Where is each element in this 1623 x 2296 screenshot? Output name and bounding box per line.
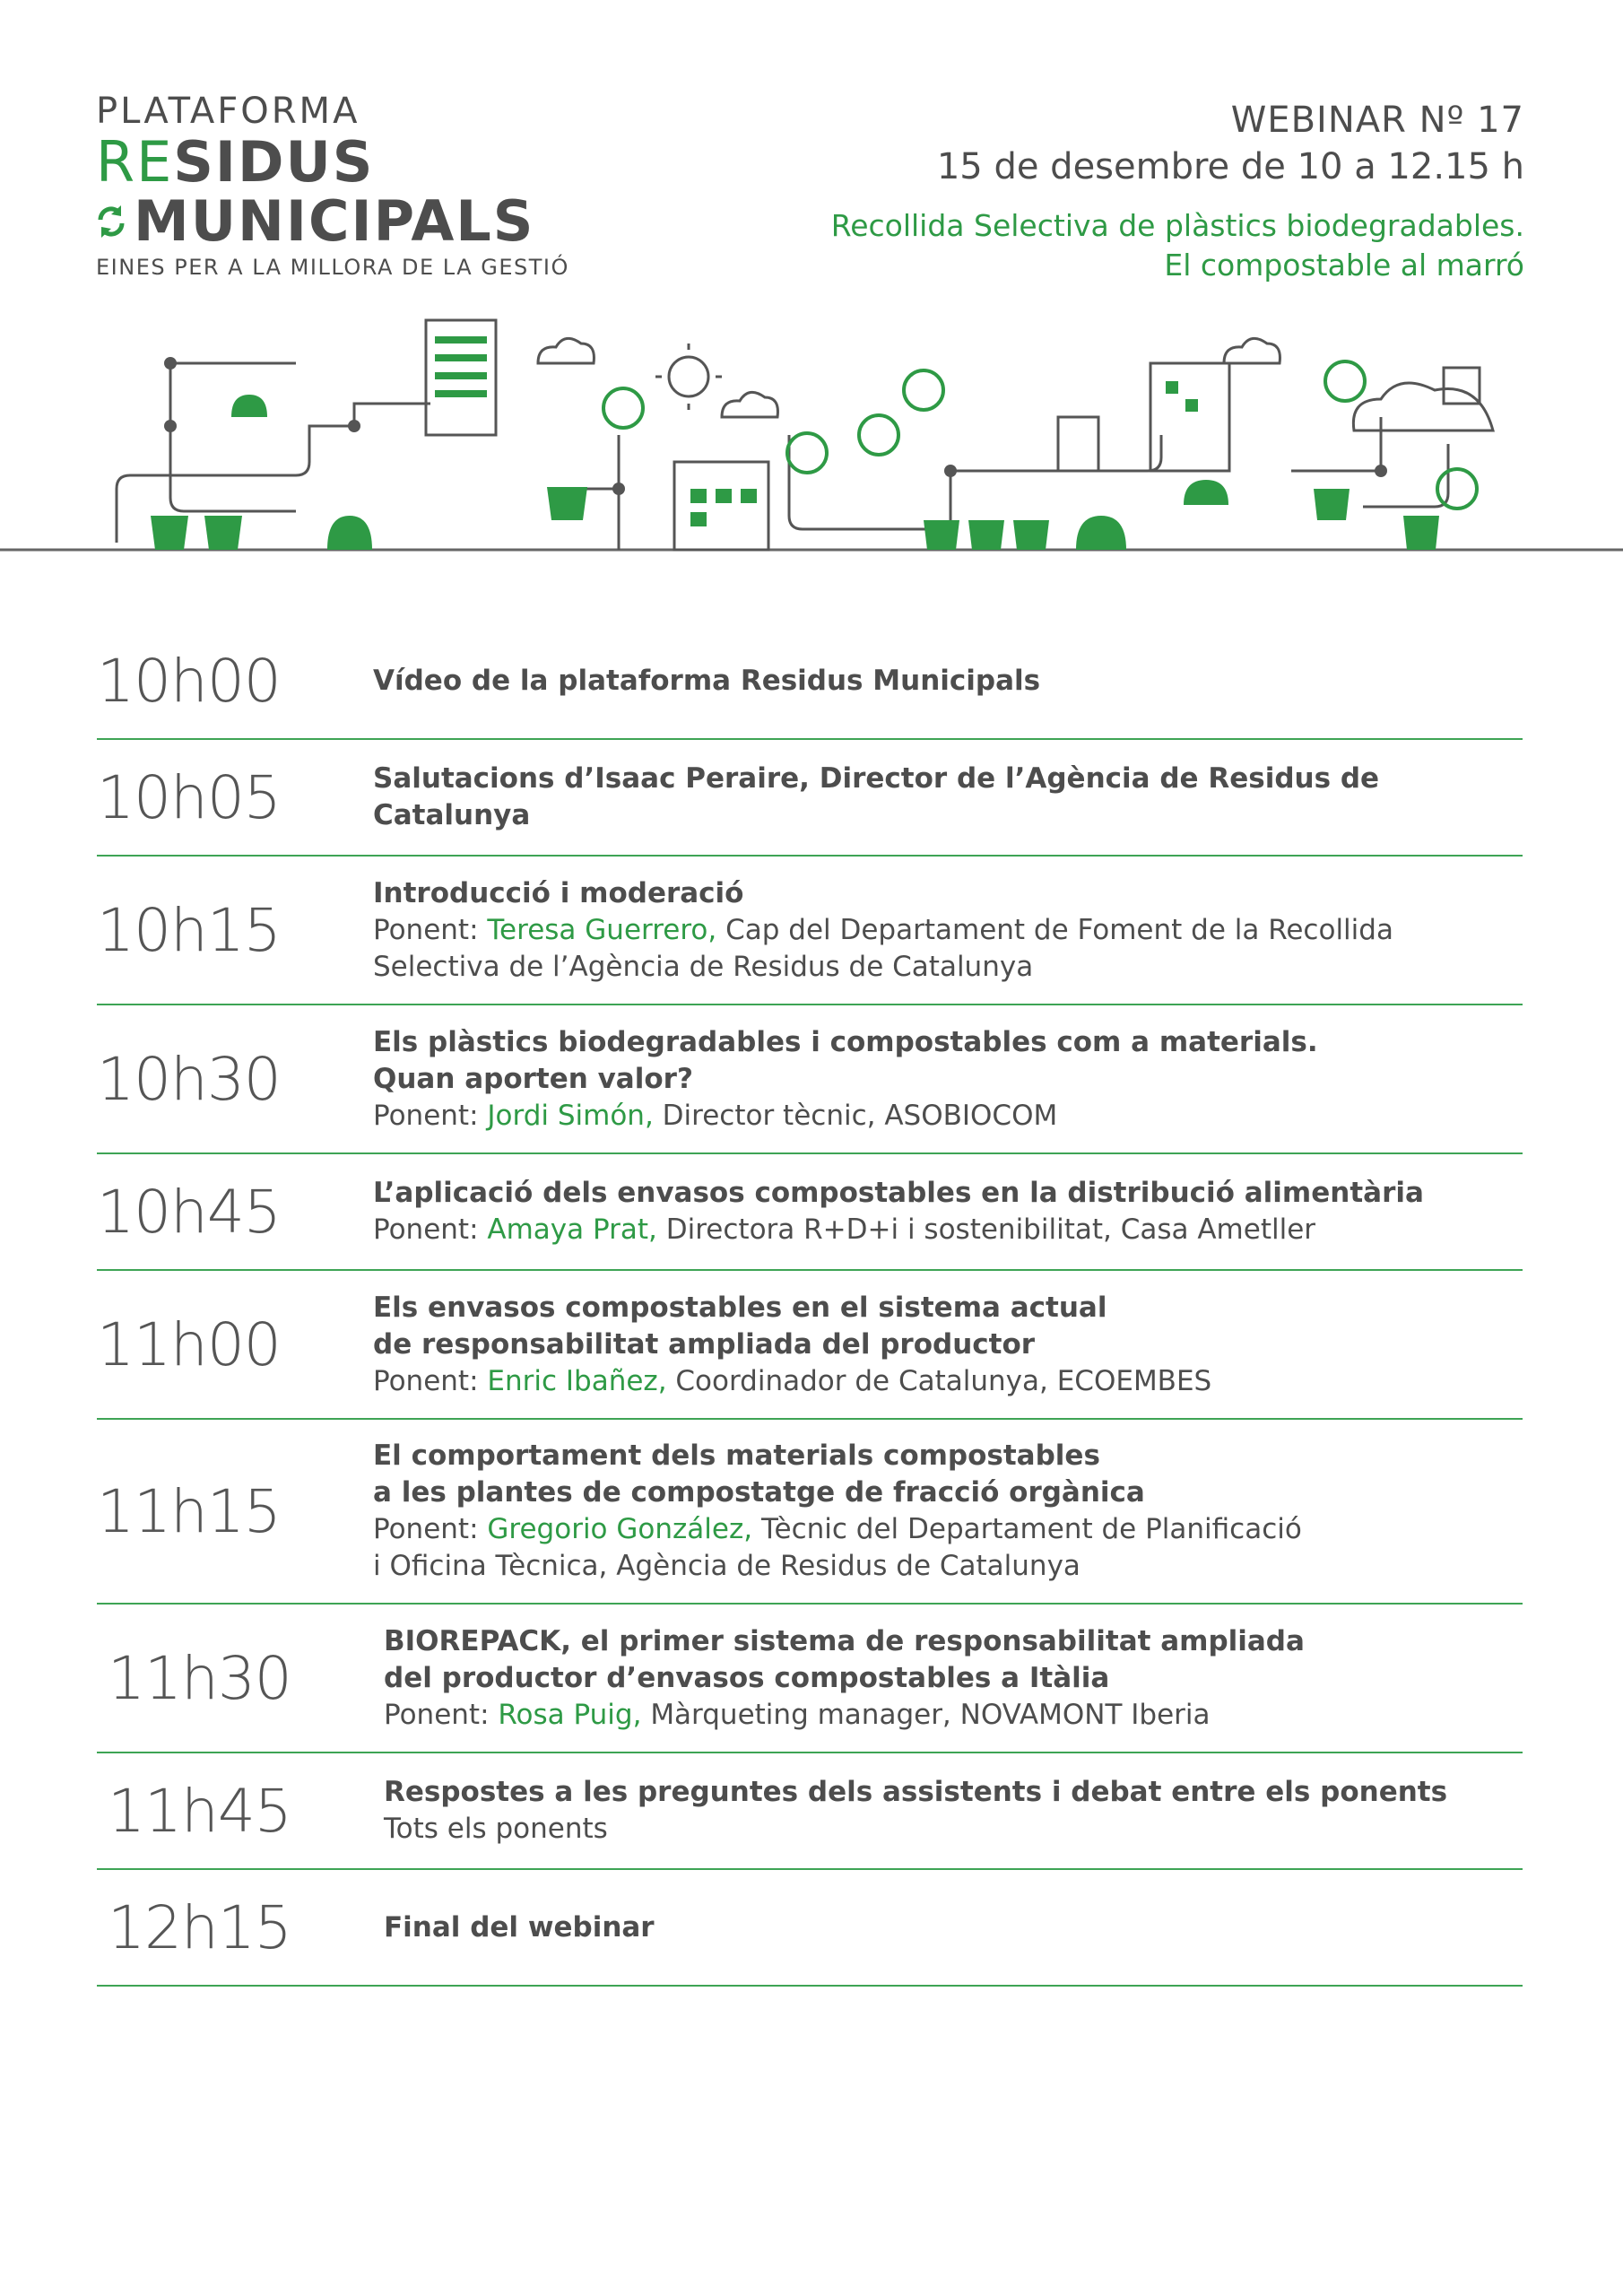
speaker-label: Ponent: [373,1213,479,1246]
webinar-topic-line1: Recollida Selectiva de plàstics biodegradables. [830,208,1524,243]
speaker-role: Directora R+D+i i sostenibilitat, Casa Ametller [665,1213,1316,1246]
agenda-row [97,1753,1523,1870]
agenda-row [97,1605,1523,1753]
logo-line-residus [96,129,598,195]
speaker-role: Director tècnic, ASOBIOCOM [662,1099,1058,1132]
agenda-title: L’aplicació dels envasos compostables en la distribució alimentària [373,1177,1424,1209]
agenda-speaker [373,1212,1523,1248]
agenda-title-continued: Quan aporten valor? [373,1062,693,1095]
agenda-content [373,761,1523,834]
agenda-title: Vídeo de la plataforma Residus Municipals [373,664,1041,697]
agenda-note: Tots els ponents [384,1813,608,1845]
speaker-role: Cap del Departament de Foment de la Recollida [725,913,1393,946]
agenda-row [97,857,1523,1005]
webinar-date: 15 de desembre de 10 a 12.15 h [936,146,1524,187]
speaker-name: Rosa Puig, [498,1698,642,1731]
agenda-title-continued: a les plantes de compostatge de fracció orgànica [373,1476,1145,1509]
speaker-label: Ponent: [384,1698,490,1731]
speaker-name: Teresa Guerrero, [487,913,717,946]
agenda-title-continued: del productor d’envasos compostables a Itàlia [384,1661,1110,1694]
speaker-role-continued: Selectiva de l’Agència de Residus de Catalunya [373,950,1034,983]
agenda-row [97,1154,1523,1271]
agenda-title: Salutacions d’Isaac Peraire, Director de l’Agència de Residus de Catalunya [373,762,1380,831]
webinar-header [831,97,1524,285]
logo-residus-rest: SIDUS [173,129,375,195]
logo-municipals-text: MUNICIPALS [134,188,535,254]
speaker-role-continued: i Oficina Tècnica, Agència de Residus de Catalunya [373,1550,1081,1582]
agenda-table [97,623,1523,1987]
agenda-time: 11h15 [97,1476,281,1546]
agenda-time: 10h45 [97,1177,281,1247]
agenda-time: 11h00 [97,1309,281,1379]
agenda-speaker [384,1697,1523,1734]
agenda-content [384,1623,1523,1734]
agenda-content [373,1175,1523,1248]
speaker-name: Amaya Prat, [487,1213,657,1246]
agenda-content [373,1024,1523,1135]
speaker-name: Gregorio González, [487,1513,753,1545]
logo-line-plataforma: PLATAFORMA [96,91,360,132]
agenda-row [97,1870,1523,1987]
speaker-label: Ponent: [373,1099,479,1132]
webinar-number: WEBINAR Nº 17 [1230,100,1524,141]
speaker-label: Ponent: [373,1513,479,1545]
agenda-row [97,1420,1523,1605]
speaker-name: Enric Ibañez, [487,1364,667,1397]
webinar-topic-line2: El compostable al marró [1164,248,1524,283]
agenda-time: 11h30 [108,1643,291,1713]
agenda-title: Respostes a les preguntes dels assistents i debat entre els ponents [384,1776,1448,1808]
agenda-title: Introducció i moderació [373,876,744,909]
agenda-time: 10h15 [97,895,281,965]
logo-tagline: EINES PER A LA MILLORA DE LA GESTIÓ [96,255,569,280]
logo-accent: RE [96,129,174,195]
agenda-row [97,623,1523,740]
speaker-role: Tècnic del Departament de Planificació [760,1513,1302,1545]
webinar-topic [831,206,1524,285]
agenda-speaker [373,1098,1523,1135]
agenda-content [373,875,1523,986]
speaker-label: Ponent: [373,913,479,946]
agenda-time: 10h05 [97,762,281,832]
logo-line-municipals [96,188,598,254]
agenda-title: Els plàstics biodegradables i compostables com a materials. [373,1025,1318,1058]
agenda-title: BIOREPACK, el primer sistema de responsabilitat ampliada [384,1624,1305,1657]
agenda-title: Final del webinar [384,1910,655,1944]
recycle-arrows-icon [96,204,126,239]
agenda-title: Els envasos compostables en el sistema actual [373,1291,1107,1324]
agenda-speaker [373,1511,1523,1548]
agenda-content [373,1290,1523,1400]
agenda-time: 11h45 [108,1776,291,1846]
agenda-title-continued: de responsabilitat ampliada del productor [373,1327,1036,1361]
speaker-label: Ponent: [373,1364,479,1397]
agenda-speaker [373,912,1523,949]
agenda-content [384,1909,1523,1946]
agenda-row [97,1271,1523,1420]
agenda-time: 12h15 [108,1892,291,1962]
speaker-name: Jordi Simón, [487,1099,654,1132]
agenda-time: 10h00 [97,646,281,716]
agenda-time: 10h30 [97,1044,281,1114]
agenda-speaker [373,1363,1523,1400]
platform-logo [96,90,598,280]
agenda-row [97,1005,1523,1154]
agenda-content [373,1438,1523,1585]
agenda-title: El comportament dels materials compostables [373,1439,1100,1472]
city-recycling-illustration [0,309,1623,561]
speaker-role: Coordinador de Catalunya, ECOEMBES [675,1364,1212,1397]
agenda-content [373,663,1523,700]
agenda-content [384,1774,1523,1848]
agenda-row [97,740,1523,857]
speaker-role: Màrqueting manager, NOVAMONT Iberia [650,1698,1211,1731]
